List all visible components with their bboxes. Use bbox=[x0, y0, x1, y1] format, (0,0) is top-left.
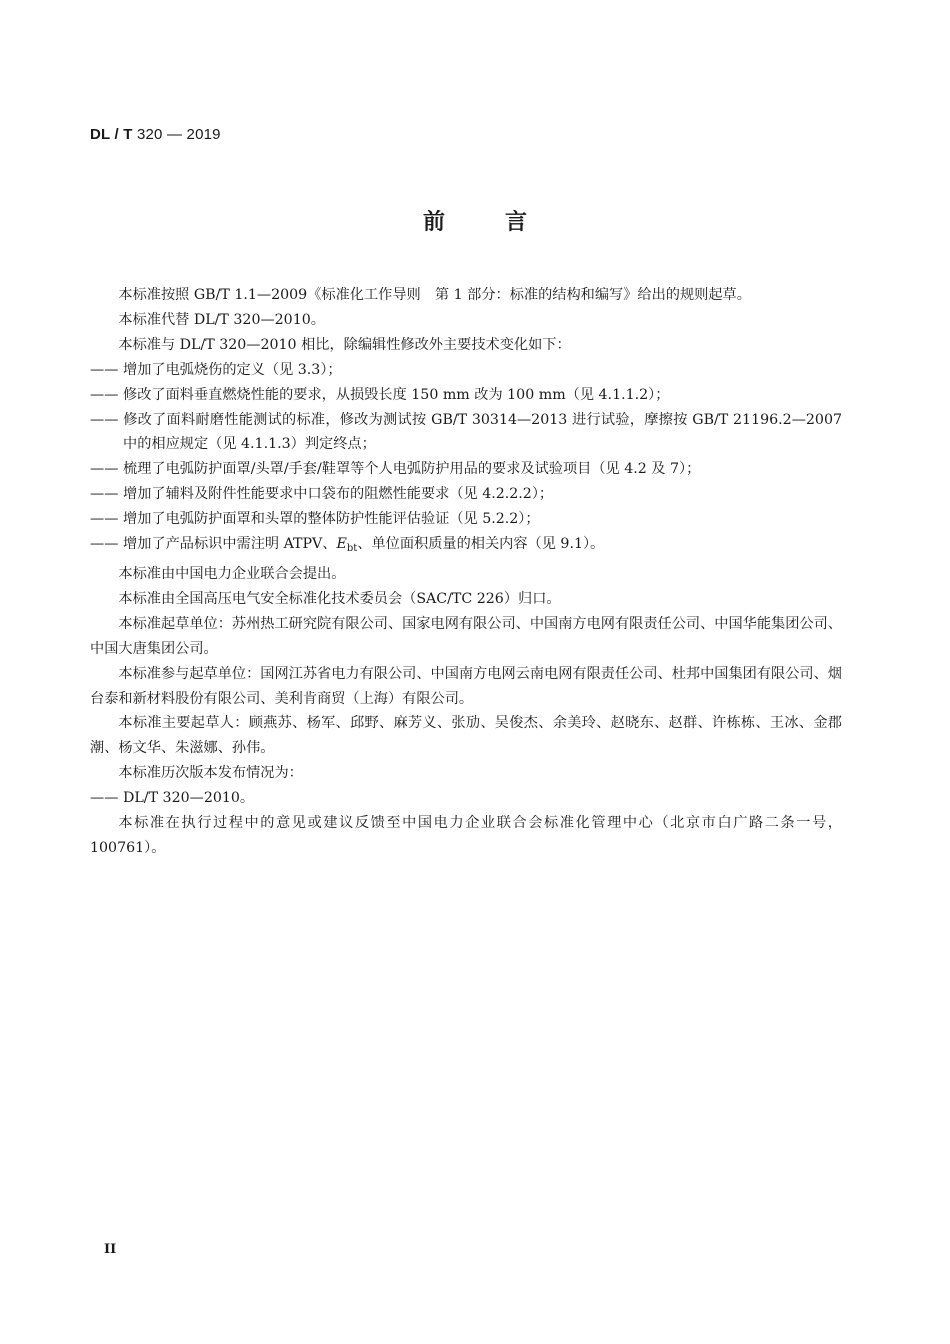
paragraph-proposer: 本标准由中国电力企业联合会提出。 bbox=[118, 565, 346, 582]
foreword-body bbox=[90, 283, 842, 861]
paragraph-drafting-units: 本标准起草单位：苏州热工研究院有限公司、国家电网有限公司、中国南方电网有限责任公司、中国华能集团公司、中国大唐集团公司。 bbox=[90, 615, 842, 657]
doc-code-number: 320 — 2019 bbox=[132, 126, 221, 143]
paragraph-feedback: 本标准在执行过程中的意见或建议反馈至中国电力企业联合会标准化管理中心（北京市白广路二条一号，100761）。 bbox=[90, 815, 842, 856]
list-item: —— DL/T 320—2010。 bbox=[90, 790, 255, 807]
list-item: —— 梳理了电弧防护面罩/头罩/手套/鞋罩等个人电弧防护用品的要求及试验项目（见 4.2 及 7）； bbox=[90, 461, 701, 478]
paragraph-participating-units: 本标准参与起草单位：国网江苏省电力有限公司、中国南方电网云南电网有限责任公司、杜邦中国集团有限公司、烟台泰和新材料股份有限公司、美利肯商贸（上海）有限公司。 bbox=[90, 665, 842, 707]
list-item: —— 增加了辅料及附件性能要求中口袋布的阻燃性能要求（见 4.2.2.2）； bbox=[90, 486, 554, 503]
list-item: —— 增加了电弧烧伤的定义（见 3.3）； bbox=[90, 361, 342, 378]
page-number: II bbox=[104, 1242, 117, 1257]
document-code bbox=[90, 126, 221, 143]
list-item: —— 增加了电弧防护面罩和头罩的整体防护性能评估验证（见 5.2.2）； bbox=[90, 511, 540, 528]
paragraph-history-intro: 本标准历次版本发布情况为： bbox=[118, 765, 303, 782]
list-item: —— 修改了面料耐磨性能测试的标准，修改为测试按 GB/T 30314—2013 进行试验，摩擦按 GB/T 21196.2—2007 中的相应规定（见 4.1.1.3）判定终点； bbox=[90, 411, 842, 453]
paragraph-drafters: 本标准主要起草人：顾燕苏、杨军、邱野、麻芳义、张劢、吴俊杰、余美玲、赵晓东、赵群、许栋栋、王冰、金郡潮、杨文华、朱滋娜、孙伟。 bbox=[90, 715, 842, 757]
list-item: —— 修改了面料垂直燃烧性能的要求，从损毁长度 150 mm 改为 100 mm（见 4.1.1.2）； bbox=[90, 386, 670, 403]
page-title: 前 言 bbox=[422, 210, 528, 235]
paragraph-drafting-rules: 本标准按照 GB/T 1.1—2009《标准化工作导则 第 1 部分：标准的结构和编写》给出的规则起草。 bbox=[118, 287, 751, 303]
paragraph-changes-intro: 本标准与 DL/T 320—2010 相比，除编辑性修改外主要技术变化如下： bbox=[118, 336, 571, 353]
paragraph-committee: 本标准由全国高压电气安全标准化技术委员会（SAC/TC 226）归口。 bbox=[118, 590, 561, 607]
paragraph-replaces: 本标准代替 DL/T 320—2010。 bbox=[118, 311, 325, 328]
doc-code-prefix: DL / T bbox=[90, 126, 133, 143]
list-item: —— 增加了产品标识中需注明 ATPV、$E_{bt}$、单位面积质量的相关内容（见 9.1）。 bbox=[90, 536, 605, 555]
